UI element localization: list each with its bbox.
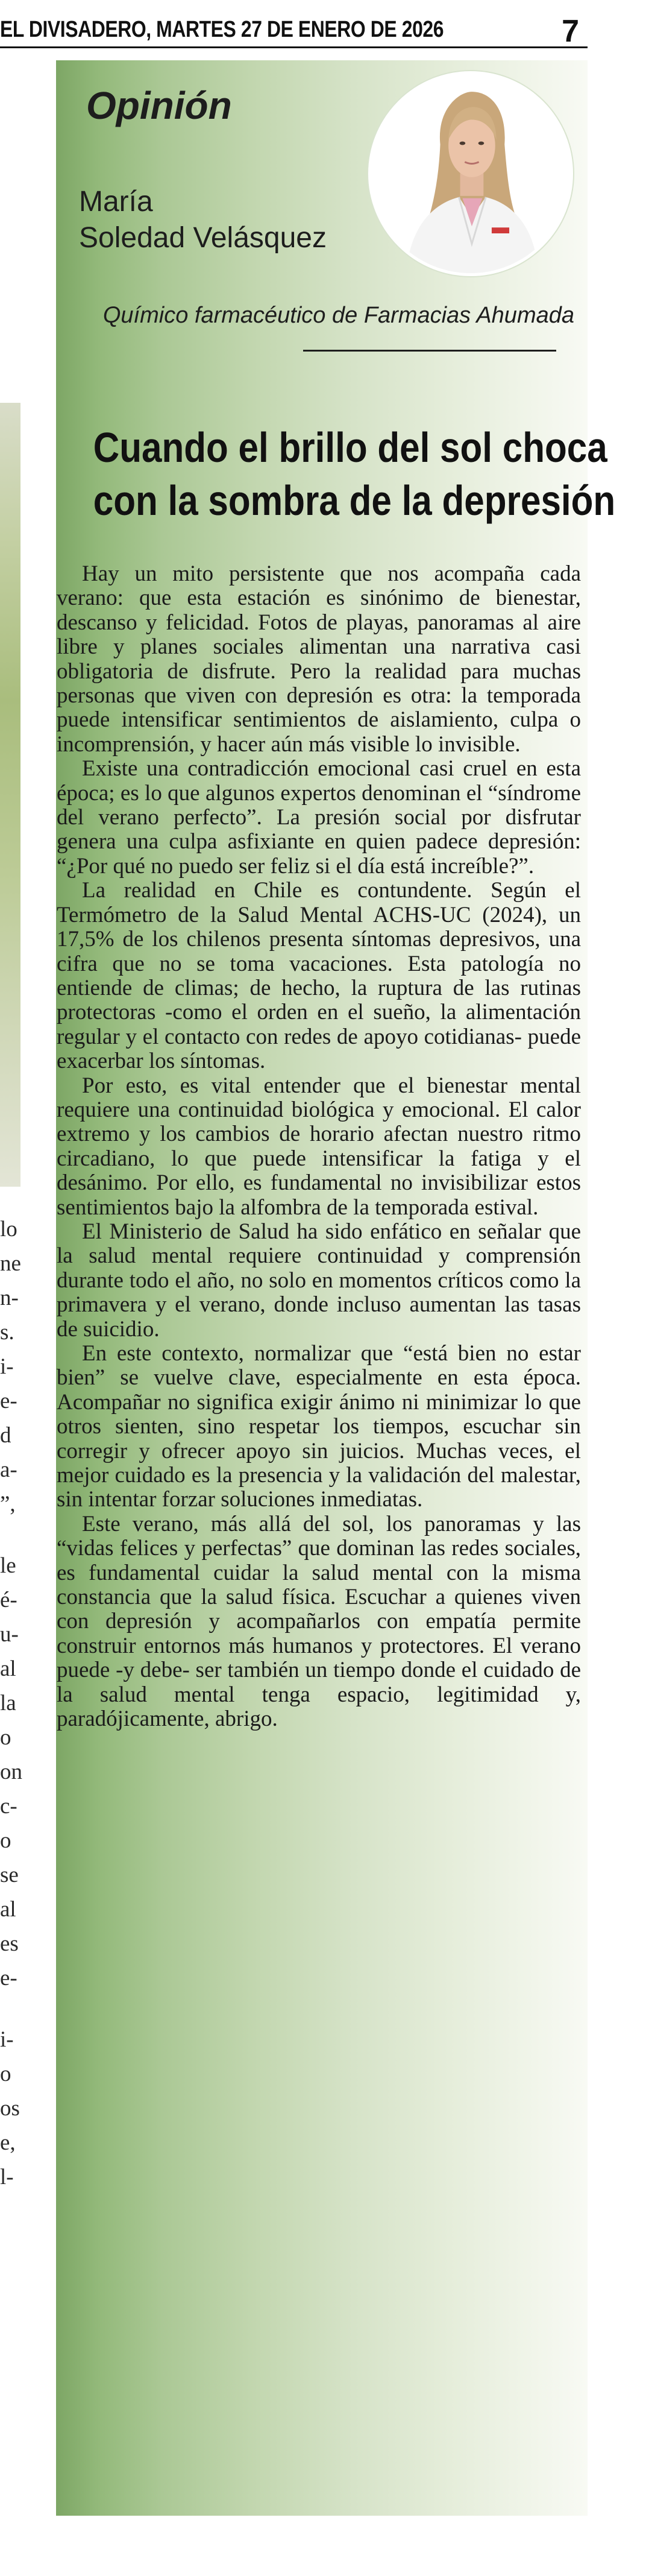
- article-paragraph: Existe una contradicción emocional casi cruel en esta época; es lo que algunos expertos denominan el “síndrome del verano perfecto”. La presión social por disfrutar genera una culpa asfixiante en quien padece depresión: “¿Por qué no puedo ser feliz si el día está increíble?”.: [57, 756, 581, 879]
- article-paragraph: El Ministerio de Salud ha sido enfático en señalar que la salud mental requiere continuidad y comprensión durante todo el año, no solo en momentos críticos como la primavera y el verano, donde incluso aumentan las tasas de suicidio.: [57, 1219, 581, 1342]
- adjacent-column-fragments: [0, 1212, 24, 2194]
- author-portrait-illustration: [371, 74, 570, 273]
- article-body: [57, 562, 581, 1732]
- fragment: se: [0, 1863, 19, 1887]
- fragment: o: [0, 2062, 11, 2086]
- fragment: d: [0, 1423, 11, 1448]
- fragment: ne: [0, 1251, 21, 1276]
- fragment: al: [0, 1897, 16, 1922]
- fragment: u-: [0, 1622, 19, 1647]
- fragment: c-: [0, 1794, 17, 1819]
- masthead: [0, 13, 588, 48]
- fragment: le: [0, 1553, 16, 1578]
- fragment: al: [0, 1656, 16, 1681]
- author-last-name: Soledad Velásquez: [79, 222, 327, 254]
- publication-line: EL DIVISADERO, MARTES 27 DE ENERO DE 2026: [0, 17, 444, 42]
- fragment: a-: [0, 1457, 17, 1482]
- fragment: s.: [0, 1320, 14, 1345]
- headline-line-2: con la sombra de la depresión: [93, 477, 616, 524]
- fragment: l-: [0, 2165, 14, 2189]
- fragment: n-: [0, 1286, 19, 1310]
- fragment: o: [0, 1828, 11, 1853]
- page-number: 7: [562, 14, 579, 49]
- fragment: la: [0, 1691, 16, 1716]
- article-paragraph: En este contexto, normalizar que “está bien no estar bien” se vuelve clave, especialmente en esta época. Acompañar no significa exigir ánimo ni minimizar lo que otros sienten, sino respetar los tiempos, escuchar sin corregir y ofrecer apoyo sin juicios. Muchas veces, el mejor cuidado es la presencia y la validación del malestar, sin intentar forzar soluciones inmediatas.: [57, 1341, 581, 1512]
- fragment: é-: [0, 1588, 17, 1612]
- article-paragraph: Hay un mito persistente que nos acompaña cada verano: que esta estación es sinónimo de bienestar, descanso y felicidad. Fotos de playas, panoramas al aire libre y planes sociales alimentan una narrativa casi obligatoria de disfrute. Pero la realidad para muchas personas que viven con depresión es otra: la temporada puede intensificar sentimientos de aislamiento, culpa o incomprensión, y hacer aún más visible lo invisible.: [57, 561, 581, 757]
- adjacent-photo-edge: [0, 403, 20, 1187]
- article-paragraph: La realidad en Chile es contundente. Según el Termómetro de la Salud Mental ACHS-UC (2024), un 17,5% de los chilenos presenta síntomas depresivos, una cifra que no se toma vacaciones. Esta patología no entiende de climas; de hecho, la ruptura de las rutinas protectoras -como el orden en el sueño, la alimentación regular y el contacto con redes de apoyo cotidianas- puede exacerbar los síntomas.: [57, 878, 581, 1074]
- author-role: Químico farmacéutico de Farmacias Ahumada: [102, 303, 574, 328]
- article-headline: [56, 421, 616, 527]
- fragment: on: [0, 1760, 22, 1784]
- fragment: es: [0, 1931, 19, 1956]
- fragment: i-: [0, 2027, 14, 2052]
- fragment: ”,: [0, 1492, 16, 1517]
- author-first-name: María: [79, 186, 153, 218]
- author-portrait: [368, 71, 573, 276]
- section-label: Opinión: [86, 84, 232, 127]
- byline-box: [56, 60, 588, 416]
- byline-divider: [303, 350, 556, 352]
- headline-line-1: Cuando el brillo del sol choca: [93, 424, 607, 471]
- fragment: e,: [0, 2130, 16, 2155]
- article-paragraph: Este verano, más allá del sol, los panoramas y las “vidas felices y perfectas” que dominan las redes sociales, es fundamental cuidar la salud mental con la misma constancia que la salud física. Escuchar a quienes viven con depresión y acompañarlos con empatía permite construir entornos más humanos y protectores. El verano puede -y debe- ser también un tiempo donde el cuidado de la salud mental tenga espacio, legitimidad y, paradójicamente, abrigo.: [57, 1511, 581, 1732]
- opinion-panel: [56, 60, 616, 2516]
- fragment: os: [0, 2096, 20, 2121]
- fragment: e-: [0, 1389, 17, 1413]
- fragment: e-: [0, 1966, 17, 1990]
- author-name: [79, 184, 392, 256]
- fragment: o: [0, 1725, 11, 1750]
- fragment: lo: [0, 1217, 17, 1242]
- fragment: i-: [0, 1354, 14, 1379]
- article-paragraph: Por esto, es vital entender que el bienestar mental requiere una continuidad biológica y emocional. El calor extremo y los cambios de horario afectan nuestro ritmo circadiano, lo que puede intensificar la fatiga y el desánimo. Por ello, es fundamental no invisibilizar estos sentimientos bajo la alfombra de la temporada estival.: [57, 1073, 581, 1220]
